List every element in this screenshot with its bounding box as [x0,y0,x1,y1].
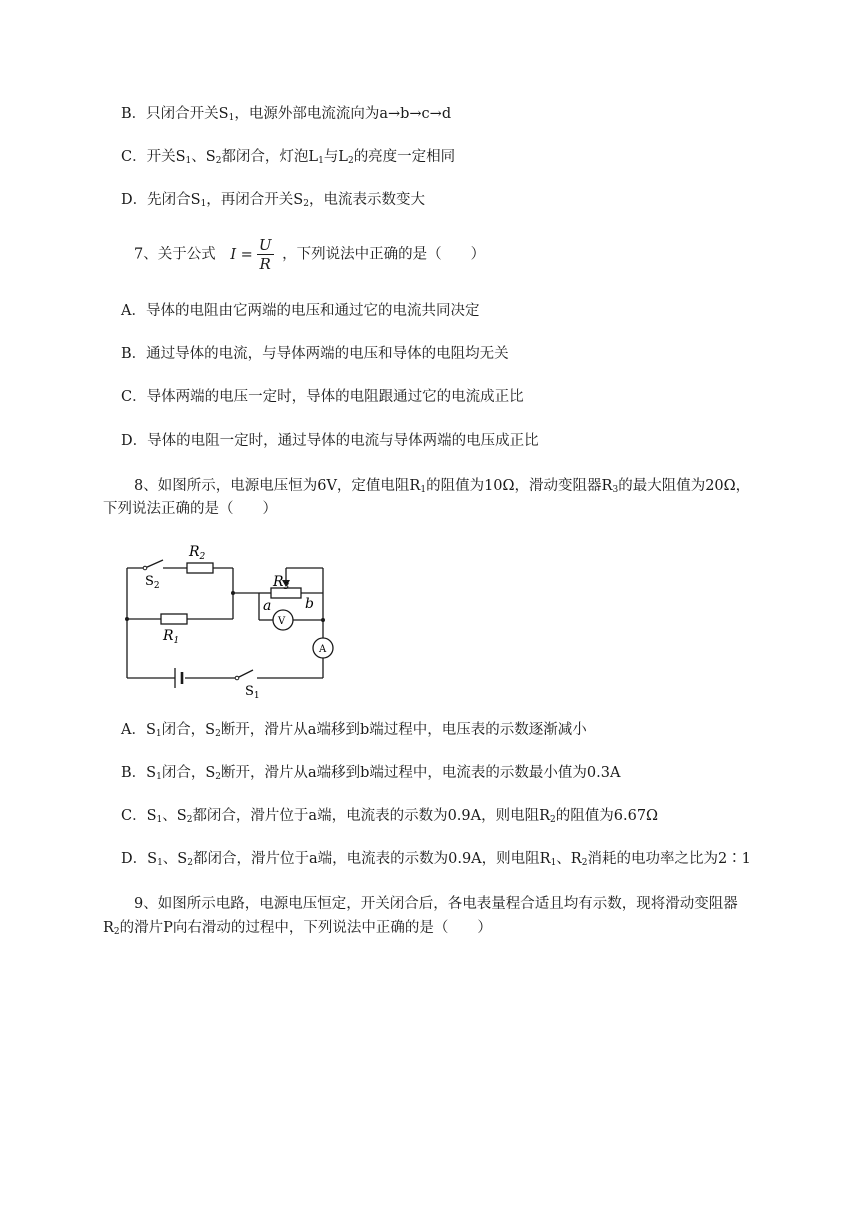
q8-stem-line2: 下列说法正确的是（ ） [103,501,277,517]
q6-option-d: D．先闭合$S_1$，再闭合开关$S_2$，电流表示数变大 [121,192,425,209]
label-r2: $R_2$ [189,544,206,562]
q8-option-b: B．$S_1$闭合，$S_2$断开，滑片从a端移到b端过程中，电流表的示数最小值为0.3A [121,765,621,782]
q8-circuit-diagram [115,540,345,700]
q7-option-d: D．导体的电阻一定时，通过导体的电流与导体两端的电压成正比 [121,433,539,449]
q9-stem-line2: $R_2$的滑片P向右滑动的过程中，下列说法中正确的是（ ） [103,920,492,937]
q7-option-a: A．导体的电阻由它两端的电压和通过它的电流共同决定 [121,303,480,319]
label-s1: $S_1$ [245,684,260,700]
label-r1: $R_1$ [163,628,180,646]
label-b-end: b [305,596,314,612]
ammeter-label: A [319,644,327,655]
q6-option-b: B．只闭合开关$S_1$，电源外部电流流向为a→b→c→d [121,106,452,123]
q7-option-c: C．导体两端的电压一定时，导体的电阻跟通过它的电流成正比 [121,389,524,405]
q8-option-a: A．$S_1$闭合，$S_2$断开，滑片从a端移到b端过程中，电压表的示数逐渐减小 [121,722,587,739]
q8-option-c: C．$S_1$、$S_2$都闭合，滑片位于a端，电流表的示数为0.9A，则电阻$R_2$的阻值为6.67Ω [121,808,659,825]
voltmeter-label: V [278,616,286,627]
q7-option-b: B．通过导体的电流，与导体两端的电压和导体的电阻均无关 [121,346,509,362]
label-a-end: a [263,598,272,614]
q8-stem-line1: 8、如图所示，电源电压恒为6V，定值电阻$R_1$的阻值为10Ω，滑动变阻器$R_3$的最大阻值为20Ω， [134,478,751,495]
q9-stem-line1: 9、如图所示电路，电源电压恒定，开关闭合后，各电表量程合适且均有示数，现将滑动变阻器 [134,896,738,912]
q6-option-c: C．开关$S_1$、$S_2$都闭合，灯泡$L_1$与$L_2$的亮度一定相同 [121,149,456,166]
formula-lhs: I = [230,246,253,263]
label-r3: $R_3$ [273,574,290,592]
q7-stem: 7、关于公式 I = $\frac{U}{R}$ ，下列说法中正确的是（ ） [134,236,486,273]
q8-option-d: D．$S_1$、$S_2$都闭合，滑片位于a端，电流表的示数为0.9A，则电阻$R_1$、$R_2$消耗的电功率之比为2∶1 [121,851,751,868]
label-s2: $S_2$ [145,574,160,591]
formula-fraction: $\frac{U}{R}$ [258,236,272,273]
